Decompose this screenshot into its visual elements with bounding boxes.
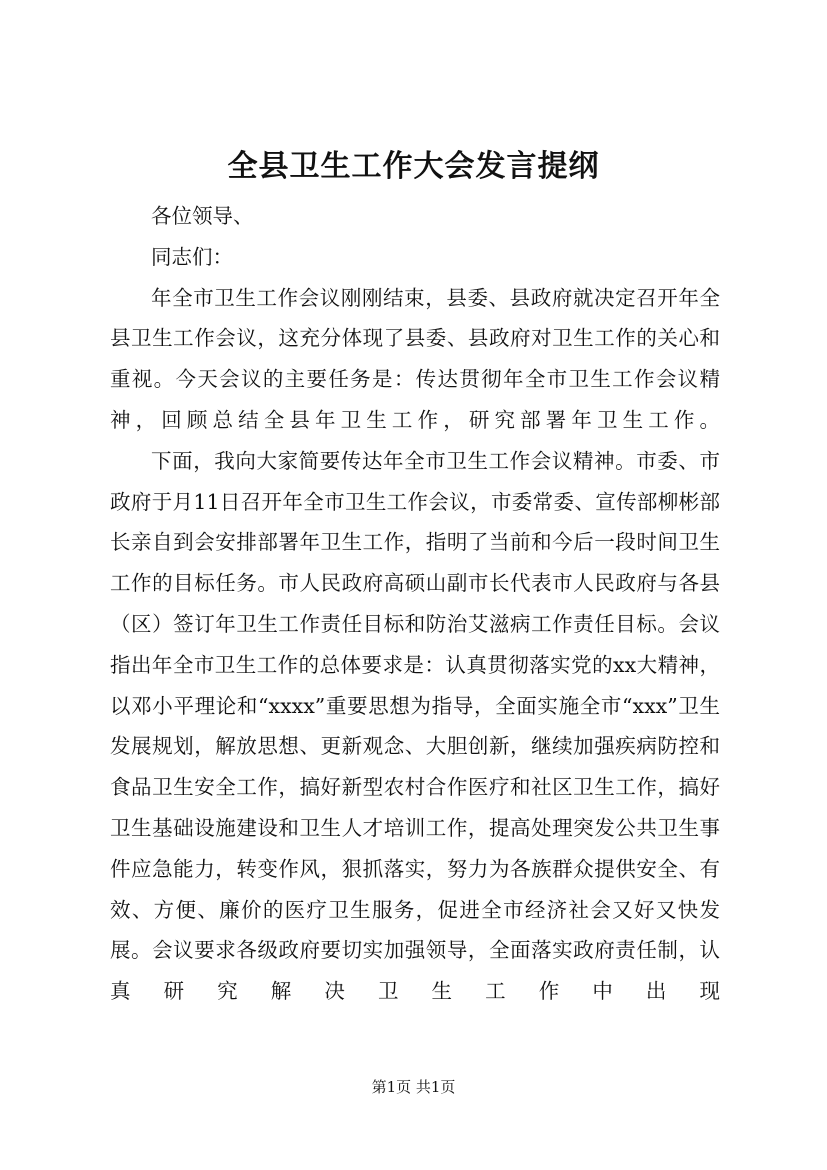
paragraph-2: 下面，我向大家简要传达年全市卫生工作会议精神。市委、市政府于月11日召开年全市卫生工作会议，市委常委、宣传部柳彬部长亲自到会安排部署年卫生工作，指明了当前和今后一段时间卫生工作的目标任务。市人民政府高硕山副市长代表市人民政府与各县（区）签订年卫生工作责任目标和防治艾滋病工作责任目标。会议指出年全市卫生工作的总体要求是：认真贯彻落实党的xx大精神，以邓小平理论和“xxxx”重要思想为指导，全面实施全市“xxx”卫生发展规划，解放思想、更新观念、大胆创新，继续加强疾病防控和食品卫生安全工作，搞好新型农村合作医疗和社区卫生工作，搞好卫生基础设施建设和卫生人才培训工作，提高处理突发公共卫生事件应急能力，转变作风，狠抓落实，努力为各族群众提供安全、有效、方便、廉价的医疗卫生服务，促进全市经济社会又好又快发展。会议要求各级政府要切实加强领导，全面落实政府责任制，认真研究解决卫生工作中出现 [110, 448, 720, 1004]
page-footer: 第1页 共1页 [371, 1078, 456, 1096]
document-body [110, 196, 720, 1012]
salutation-line-2: 同志们： [151, 244, 233, 269]
salutation-line-1: 各位领导、 [151, 204, 254, 228]
document-title: 全县卫生工作大会发言提纲 [227, 149, 600, 184]
paragraph-1: 年全市卫生工作会议刚刚结束，县委、县政府就决定召开年全县卫生工作会议，这充分体现了县委、县政府对卫生工作的关心和重视。今天会议的主要任务是：传达贯彻年全市卫生工作会议精神，回顾总结全县年卫生工作，研究部署年卫生工作。 [110, 285, 720, 432]
